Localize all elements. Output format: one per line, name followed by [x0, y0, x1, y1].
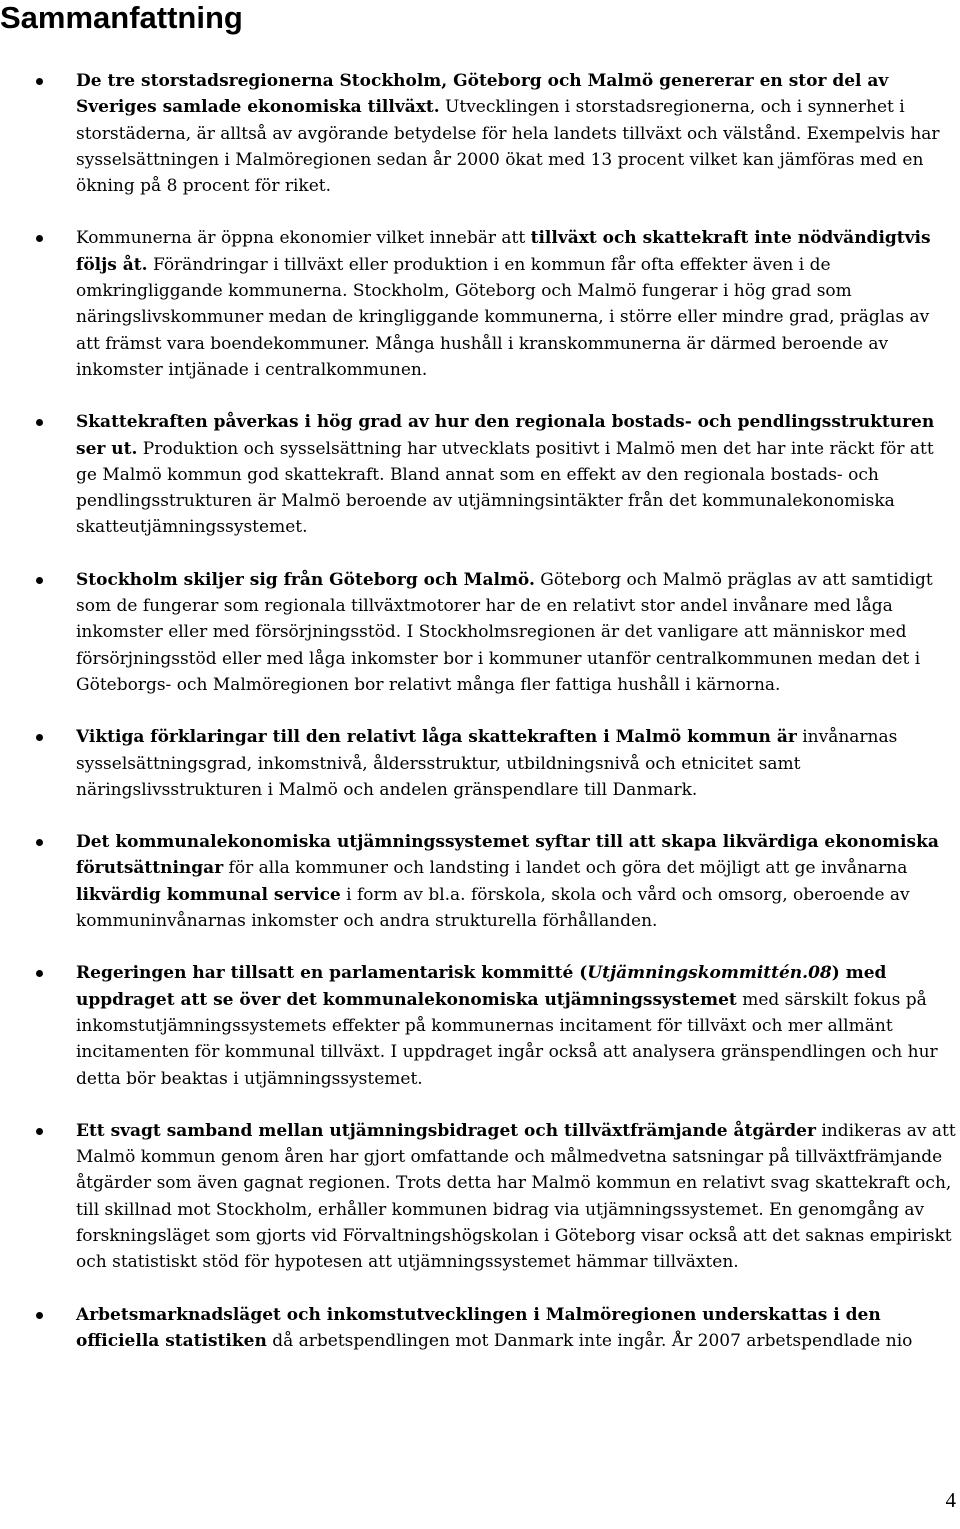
- bullet-text: för alla kommuner och landsting i landet och göra det möjligt att ge invånarna: [223, 858, 908, 879]
- bullet-dot-icon: [36, 1312, 43, 1319]
- bullet-emphasis: likvärdig kommunal service: [76, 884, 341, 905]
- bullet-dot-icon: [36, 1128, 43, 1135]
- bullet-emphasis: De tre storstadsregionerna Stockholm, Göteborg och Malmö genererar en stor del av Sveriges samlade ekonomiska tillväxt.: [76, 71, 889, 118]
- summary-bullet-list: [0, 68, 960, 1380]
- summary-bullet: [0, 567, 960, 698]
- bullet-text: invånarnas sysselsättningsgrad, inkomstnivå, åldersstruktur, utbildningsnivå och etnicitet samt näringslivsstrukturen i Malmö och andelen gränspendlare till Danmark.: [76, 727, 898, 800]
- bullet-dot-icon: [36, 235, 43, 242]
- bullet-text: med särskilt fokus på inkomstutjämningssystemets effekter på kommunernas incitament för tillväxt och mer allmänt incitamenten för kommunal tillväxt. I uppdraget ingår också att analysera gränspendlingen och hur detta bör beaktas i utjämningssystemet.: [76, 989, 938, 1089]
- bullet-text: i form av bl.a. förskola, skola och vård och omsorg, oberoende av kommuninvånarnas inkomster och andra strukturella förhållanden.: [76, 884, 910, 932]
- bullet-text: Förändringar i tillväxt eller produktion i en kommun får ofta effekter även i de omkringliggande kommunerna. Stockholm, Göteborg och Malmö fungerar i hög grad som näringslivskommuner medan de kringliggande kommunerna, i större eller mindre grad, präglas av att främst vara boendekommuner. Många hushåll i kranskommunerna är därmed beroende av inkomster intjänade i centralkommunen.: [76, 254, 930, 380]
- bullet-emphasis: ) med uppdraget att se över det kommunalekonomiska utjämningssystemet: [76, 963, 887, 1010]
- bullet-text: Kommunerna är öppna ekonomier vilket innebär att: [76, 228, 531, 249]
- bullet-dot-icon: [36, 734, 43, 741]
- summary-bullet: [0, 68, 960, 199]
- bullet-dot-icon: [36, 839, 43, 846]
- summary-bullet: [0, 960, 960, 1091]
- bullet-text: Produktion och sysselsättning har utvecklats positivt i Malmö men det har inte räckt för att ge Malmö kommun god skattekraft. Bland annat som en effekt av den regionala bostads- och pendlingsstrukturen är Malmö beroende av utjämningsintäkter från det kommunalekonomiska skatteutjämningssystemet.: [76, 438, 934, 538]
- page-number: 4: [945, 1488, 956, 1512]
- page-title: Sammanfattning: [0, 0, 243, 35]
- bullet-emphasis: Det kommunalekonomiska utjämningssystemet syftar till att skapa likvärdiga ekonomiska förutsättningar: [76, 832, 939, 879]
- bullet-dot-icon: [36, 419, 43, 426]
- summary-bullet: [0, 1302, 960, 1355]
- bullet-text: indikeras av att Malmö kommun genom åren har gjort omfattande och målmedvetna satsningar på tillväxtfrämjande åtgärder som även gagnat regionen. Trots detta har Malmö kommun en relativt svag skattekraft och, till skillnad mot Stockholm, erhåller kommunen bidrag via utjämningssystemet. En genomgång av forskningsläget som gjorts vid Förvaltningshögskolan i Göteborg visar också att det saknas empiriskt och statistiskt stöd för hypotesen att utjämningssystemet hämmar tillväxten.: [76, 1120, 956, 1273]
- summary-bullet: [0, 724, 960, 803]
- bullet-emphasis: Arbetsmarknadsläget och inkomstutvecklingen i Malmöregionen underskattas i den officiella statistiken: [76, 1304, 881, 1351]
- bullet-text: Göteborg och Malmö präglas av att samtidigt som de fungerar som regionala tillväxtmotorer har de en relativt stor andel invånare med låga inkomster eller med försörjningsstöd. I Stockholmsregionen är det vanligare att människor med försörjningsstöd eller med låga inkomster bor i kommuner utanför centralkommunen medan det i Göteborgs- och Malmöregionen bor relativt många fler fattiga hushåll i kärnorna.: [76, 569, 933, 695]
- summary-bullet: [0, 829, 960, 934]
- bullet-text: då arbetspendlingen mot Danmark inte ingår. År 2007 arbetspendlade nio: [266, 1330, 913, 1351]
- summary-bullet: [0, 225, 960, 383]
- bullet-text: Utvecklingen i storstadsregionerna, och i synnerhet i storstäderna, är alltså av avgörande betydelse för hela landets tillväxt och välstånd. Exempelvis har sysselsättningen i Malmöregionen sedan år 2000 ökat med 13 procent vilket kan jämföras med en ökning på 8 procent för riket.: [76, 97, 940, 197]
- summary-bullet: [0, 1118, 960, 1276]
- summary-bullet: [0, 409, 960, 540]
- bullet-emphasis: Regeringen har tillsatt en parlamentarisk kommitté (: [76, 963, 588, 984]
- bullet-emphasis: Skattekraften påverkas i hög grad av hur den regionala bostads- och pendlingsstrukturen ser ut.: [76, 412, 935, 459]
- bullet-emphasis: Ett svagt samband mellan utjämningsbidraget och tillväxtfrämjande åtgärder: [76, 1120, 816, 1141]
- bullet-emphasis-italic: Utjämningskommittén.08: [587, 963, 832, 984]
- bullet-emphasis: Stockholm skiljer sig från Göteborg och Malmö.: [76, 569, 535, 590]
- bullet-dot-icon: [36, 78, 43, 85]
- bullet-dot-icon: [36, 577, 43, 584]
- bullet-emphasis: Viktiga förklaringar till den relativt låga skattekraften i Malmö kommun är: [76, 727, 797, 748]
- bullet-emphasis: tillväxt och skattekraft inte nödvändigtvis följs åt.: [76, 228, 931, 275]
- bullet-dot-icon: [36, 970, 43, 977]
